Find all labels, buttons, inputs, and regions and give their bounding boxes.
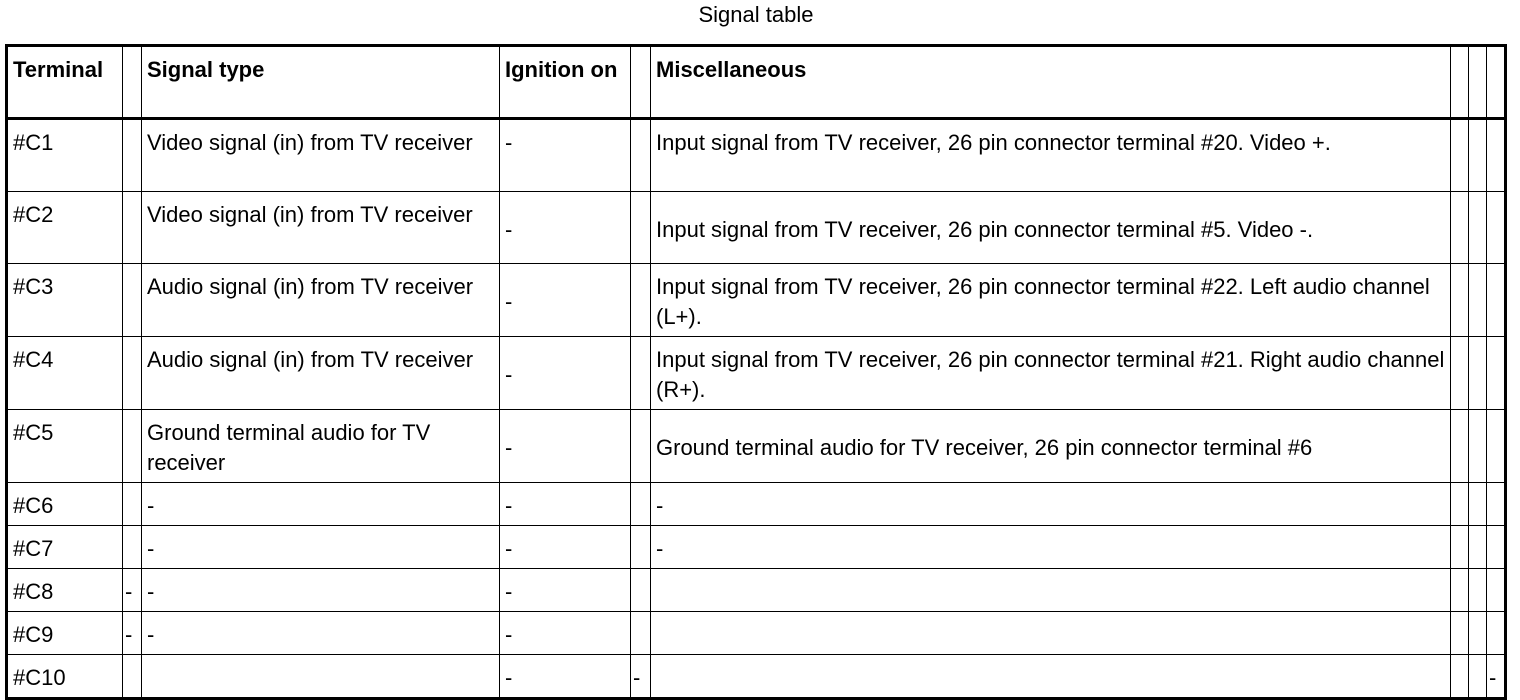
cell-signal-type: -	[142, 569, 500, 612]
cell-spacer	[123, 526, 142, 569]
cell-miscellaneous: Input signal from TV receiver, 26 pin connector terminal #22. Left audio channel (L+).	[651, 264, 1451, 337]
cell-spacer	[1469, 483, 1487, 526]
cell-ignition-on: -	[500, 264, 631, 337]
cell-ignition-on: -	[500, 192, 631, 264]
cell-spacer	[1487, 410, 1506, 483]
cell-ignition-on: -	[500, 410, 631, 483]
cell-spacer	[1451, 119, 1469, 192]
cell-spacer	[1469, 569, 1487, 612]
header-terminal: Terminal	[7, 46, 123, 119]
cell-spacer	[631, 264, 651, 337]
cell-miscellaneous	[651, 612, 1451, 655]
cell-ignition-on: -	[500, 655, 631, 699]
cell-signal-type: Audio signal (in) from TV receiver	[142, 337, 500, 410]
table-row	[7, 526, 1506, 569]
cell-spacer	[1451, 264, 1469, 337]
table-row	[7, 192, 1506, 264]
cell-spacer	[1451, 192, 1469, 264]
cell-spacer	[1469, 192, 1487, 264]
cell-spacer	[1469, 410, 1487, 483]
header-spacer	[1451, 46, 1469, 119]
cell-spacer	[1451, 569, 1469, 612]
cell-spacer	[1451, 483, 1469, 526]
cell-ignition-on: -	[500, 119, 631, 192]
cell-miscellaneous: Input signal from TV receiver, 26 pin connector terminal #21. Right audio channel (R+).	[651, 337, 1451, 410]
cell-spacer	[1487, 337, 1506, 410]
cell-spacer	[1469, 655, 1487, 699]
cell-spacer	[123, 192, 142, 264]
cell-spacer	[1451, 526, 1469, 569]
cell-terminal: #C3	[7, 264, 123, 337]
cell-spacer	[123, 337, 142, 410]
cell-miscellaneous: Ground terminal audio for TV receiver, 26 pin connector terminal #6	[651, 410, 1451, 483]
cell-spacer	[1451, 410, 1469, 483]
cell-ignition-on: -	[500, 483, 631, 526]
cell-spacer	[123, 483, 142, 526]
cell-ignition-on: -	[500, 337, 631, 410]
cell-signal-type: -	[142, 612, 500, 655]
table-row	[7, 569, 1506, 612]
cell-terminal: #C2	[7, 192, 123, 264]
cell-spacer	[1487, 119, 1506, 192]
cell-spacer	[631, 526, 651, 569]
cell-spacer	[1487, 483, 1506, 526]
cell-spacer	[1487, 192, 1506, 264]
cell-spacer	[123, 655, 142, 699]
cell-terminal: #C6	[7, 483, 123, 526]
cell-terminal: #C10	[7, 655, 123, 699]
cell-signal-type: Video signal (in) from TV receiver	[142, 119, 500, 192]
header-spacer	[123, 46, 142, 119]
table-row	[7, 337, 1506, 410]
table-row	[7, 483, 1506, 526]
cell-spacer	[631, 410, 651, 483]
cell-spacer: -	[1487, 655, 1506, 699]
header-spacer	[1469, 46, 1487, 119]
cell-terminal: #C7	[7, 526, 123, 569]
cell-ignition-on: -	[500, 612, 631, 655]
cell-spacer	[123, 264, 142, 337]
signal-table	[5, 44, 1507, 700]
header-signal-type: Signal type	[142, 46, 500, 119]
table-row	[7, 119, 1506, 192]
cell-spacer	[631, 119, 651, 192]
cell-miscellaneous: -	[651, 526, 1451, 569]
table-header-row	[7, 46, 1506, 119]
cell-miscellaneous	[651, 655, 1451, 699]
cell-spacer	[1451, 612, 1469, 655]
cell-miscellaneous: Input signal from TV receiver, 26 pin connector terminal #20. Video +.	[651, 119, 1451, 192]
cell-spacer	[1469, 119, 1487, 192]
cell-terminal: #C5	[7, 410, 123, 483]
cell-spacer	[1487, 569, 1506, 612]
header-ignition-on: Ignition on	[500, 46, 631, 119]
cell-spacer	[631, 483, 651, 526]
cell-spacer	[1451, 655, 1469, 699]
cell-spacer	[1469, 337, 1487, 410]
cell-spacer	[1469, 264, 1487, 337]
cell-terminal: #C4	[7, 337, 123, 410]
cell-spacer	[1487, 526, 1506, 569]
cell-signal-type: -	[142, 526, 500, 569]
cell-spacer	[1487, 264, 1506, 337]
cell-signal-type	[142, 655, 500, 699]
cell-terminal: #C9	[7, 612, 123, 655]
cell-ignition-on: -	[500, 526, 631, 569]
table-row	[7, 612, 1506, 655]
cell-signal-type: Video signal (in) from TV receiver	[142, 192, 500, 264]
cell-spacer	[1469, 612, 1487, 655]
table-row	[7, 264, 1506, 337]
cell-miscellaneous: -	[651, 483, 1451, 526]
cell-signal-type: Audio signal (in) from TV receiver	[142, 264, 500, 337]
cell-signal-type: Ground terminal audio for TV receiver	[142, 410, 500, 483]
table-row	[7, 410, 1506, 483]
cell-miscellaneous	[651, 569, 1451, 612]
cell-spacer: -	[123, 612, 142, 655]
cell-spacer	[631, 612, 651, 655]
cell-spacer	[123, 119, 142, 192]
cell-miscellaneous: Input signal from TV receiver, 26 pin connector terminal #5. Video -.	[651, 192, 1451, 264]
table-title: Signal table	[698, 2, 814, 27]
cell-spacer	[631, 337, 651, 410]
cell-spacer: -	[631, 655, 651, 699]
cell-spacer	[631, 192, 651, 264]
cell-terminal: #C8	[7, 569, 123, 612]
cell-spacer	[123, 410, 142, 483]
cell-spacer: -	[123, 569, 142, 612]
header-spacer	[631, 46, 651, 119]
header-spacer	[1487, 46, 1506, 119]
table-row	[7, 655, 1506, 699]
cell-spacer	[631, 569, 651, 612]
cell-signal-type: -	[142, 483, 500, 526]
cell-terminal: #C1	[7, 119, 123, 192]
cell-spacer	[1469, 526, 1487, 569]
cell-ignition-on: -	[500, 569, 631, 612]
header-miscellaneous: Miscellaneous	[651, 46, 1451, 119]
cell-spacer	[1451, 337, 1469, 410]
cell-spacer	[1487, 612, 1506, 655]
